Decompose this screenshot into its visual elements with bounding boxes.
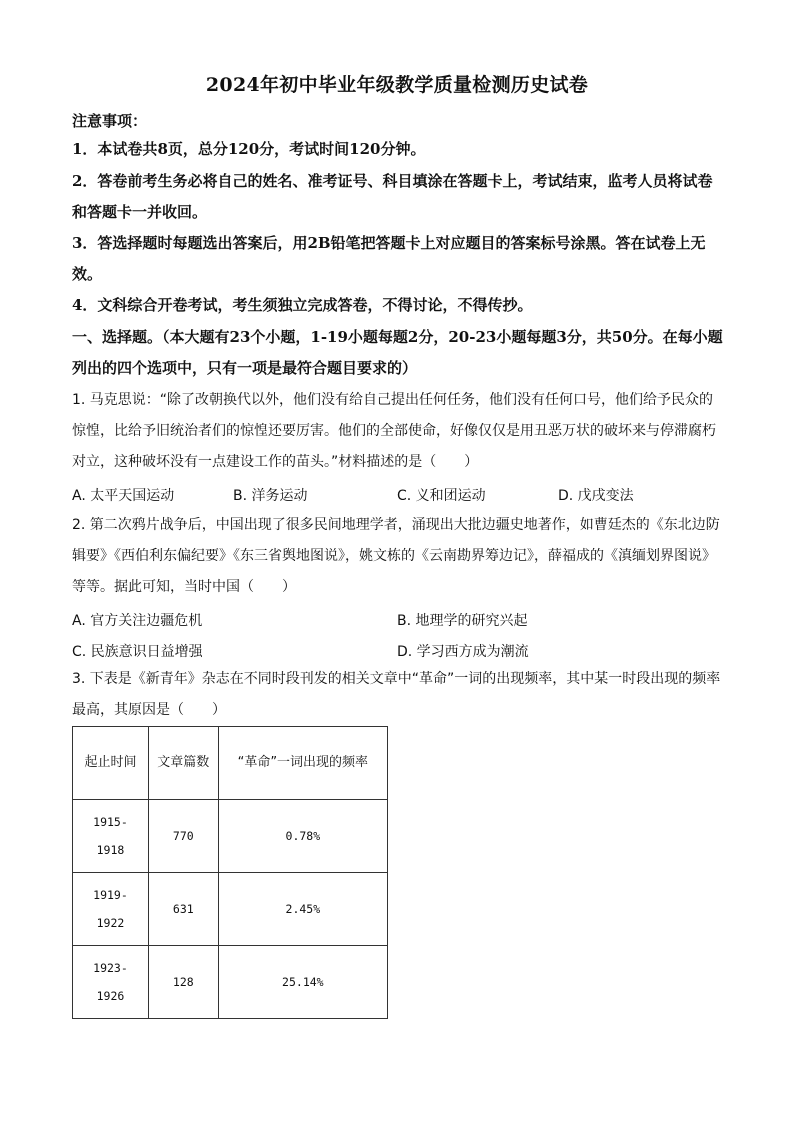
table-cell: 770 xyxy=(148,800,218,873)
page-title: 2024年初中毕业年级教学质量检测历史试卷 xyxy=(205,74,589,96)
notice-item-3: 3．答选择题时每题选出答案后，用2B铅笔把答题卡上对应题目的答案标号涂黑。答在试卷上无效。 xyxy=(72,234,706,283)
question-3-stem: 3. 下表是《新青年》杂志在不同时段刊发的相关文章中“革命”一词的出现频率，其中某一时段出现的频率最高，其原因是（ ） xyxy=(72,671,721,718)
table-cell-text: 1923-1926 xyxy=(93,961,128,1003)
table-cell-text: 1919-1922 xyxy=(93,888,128,930)
question-2-option-b: B. 地理学的研究兴起 xyxy=(397,613,528,629)
question-1-option-a: A. 太平天国运动 xyxy=(72,488,175,504)
table-cell: 2.45% xyxy=(218,873,387,946)
table-cell xyxy=(73,873,149,946)
table-row xyxy=(73,873,388,946)
table-cell: 631 xyxy=(148,873,218,946)
table-cell: 128 xyxy=(148,946,218,1019)
table-header-text: “革命”一词出现的频率 xyxy=(237,755,369,770)
section-heading: 一、选择题。（本大题有23个小题，1-19小题每题2分，20-23小题每题3分，共50分。在每小题列出的四个选项中，只有一项是最符合题目要求的） xyxy=(72,328,723,377)
notice-item-2: 2．答卷前考生务必将自己的姓名、准考证号、科目填涂在答题卡上，考试结束，监考人员将试卷和答题卡一并收回。 xyxy=(72,172,713,221)
question-1-option-c: C. 义和团运动 xyxy=(397,488,486,504)
table-cell: 0.78% xyxy=(218,800,387,873)
notice-item-1: 1．本试卷共8页，总分120分，考试时间120分钟。 xyxy=(72,140,426,158)
question-1-option-b: B. 洋务运动 xyxy=(233,488,308,504)
table-cell-text: 1915-1918 xyxy=(93,815,128,857)
question-2-option-c: C. 民族意识日益增强 xyxy=(72,644,203,660)
table-cell: 25.14% xyxy=(218,946,387,1019)
question-2-stem: 2. 第二次鸦片战争后，中国出现了很多民间地理学者，涌现出大批边疆史地著作，如曹廷杰的《东北边防辑要》《西伯利东偏纪要》《东三省舆地图说》，姚文栋的《云南勘界筹边记》，薛福成的《滇缅划界图说》等等。据此可知，当时中国（ ） xyxy=(72,517,720,595)
table-header-cell xyxy=(218,727,387,800)
table-header-cell: 起止时间 xyxy=(73,727,149,800)
question-2-option-d: D. 学习西方成为潮流 xyxy=(397,644,529,660)
table-row xyxy=(73,800,388,873)
frequency-table xyxy=(72,726,388,1019)
table-row xyxy=(73,946,388,1019)
notice-heading: 注意事项： xyxy=(72,112,148,130)
question-1-option-d: D. 戊戌变法 xyxy=(558,488,634,504)
table-header-text: 文章篇数 xyxy=(157,755,210,770)
question-2-option-a: A. 官方关注边疆危机 xyxy=(72,613,203,629)
table-cell xyxy=(73,946,149,1019)
table-header-cell xyxy=(148,727,218,800)
notice-item-4: 4．文科综合开卷考试，考生须独立完成答卷，不得讨论，不得传抄。 xyxy=(72,296,533,314)
question-1-stem: 1. 马克思说：“除了改朝换代以外，他们没有给自己提出任何任务，他们没有任何口号，他们给予民众的惊惶，比给予旧统治者们的惊惶还要厉害。他们的全部使命，好像仅仅是用丑恶万状的破坏来与停滞腐朽对立，这种破坏没有一点建设工作的苗头。”材料描述的是（ ） xyxy=(72,392,716,470)
table-header-row xyxy=(73,727,388,800)
table-cell xyxy=(73,800,149,873)
